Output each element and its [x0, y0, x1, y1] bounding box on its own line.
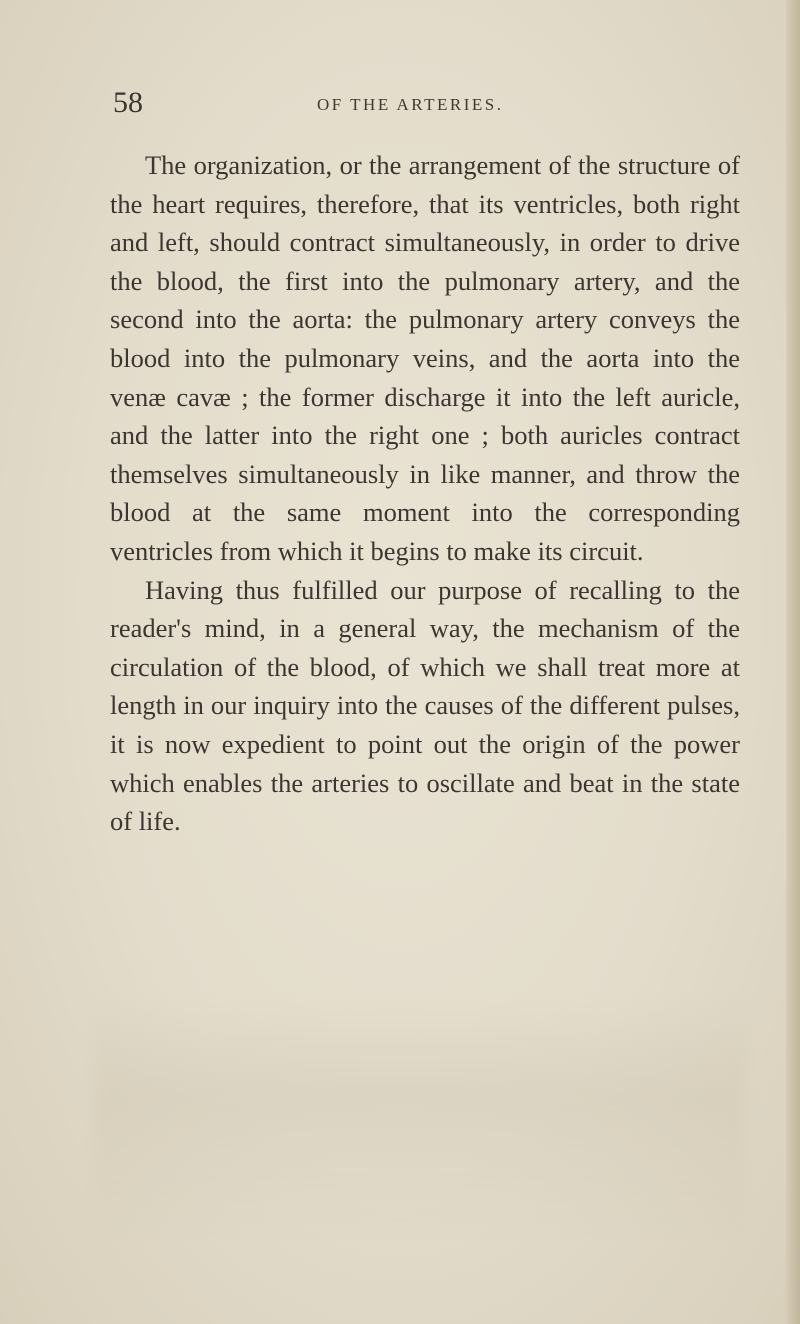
page-edge: [786, 0, 800, 1324]
page-number: 58: [113, 86, 143, 119]
show-through-shadow: [95, 1000, 745, 1240]
paragraph-1: The organization, or the arrangement of the structure of the heart requires, therefore, that its ventricles, both right and left, should contract simultaneously, in order to drive the blood, the first into the pulmonary artery, and the second into the aorta: the pulmonary artery conveys the blood into the pulmonary veins, and the aorta into the venæ cavæ ; the former discharge it into the left auricle, and the latter into the right one ; both auricles contract themselves simultaneously in like manner, and throw the blood at the same moment into the corresponding ventricles from which it begins to make its circuit.: [110, 150, 740, 566]
running-title: OF THE ARTERIES.: [317, 95, 504, 114]
body-text: [110, 146, 740, 841]
paragraph-2: Having thus fulfilled our purpose of recalling to the reader's mind, in a general way, the mechanism of the circulation of the blood, of which we shall treat more at length in our inquiry into the causes of the different pulses, it is now expedient to point out the origin of the power which enables the arteries to oscillate and beat in the state of life.: [110, 574, 740, 837]
running-head: [113, 86, 743, 120]
